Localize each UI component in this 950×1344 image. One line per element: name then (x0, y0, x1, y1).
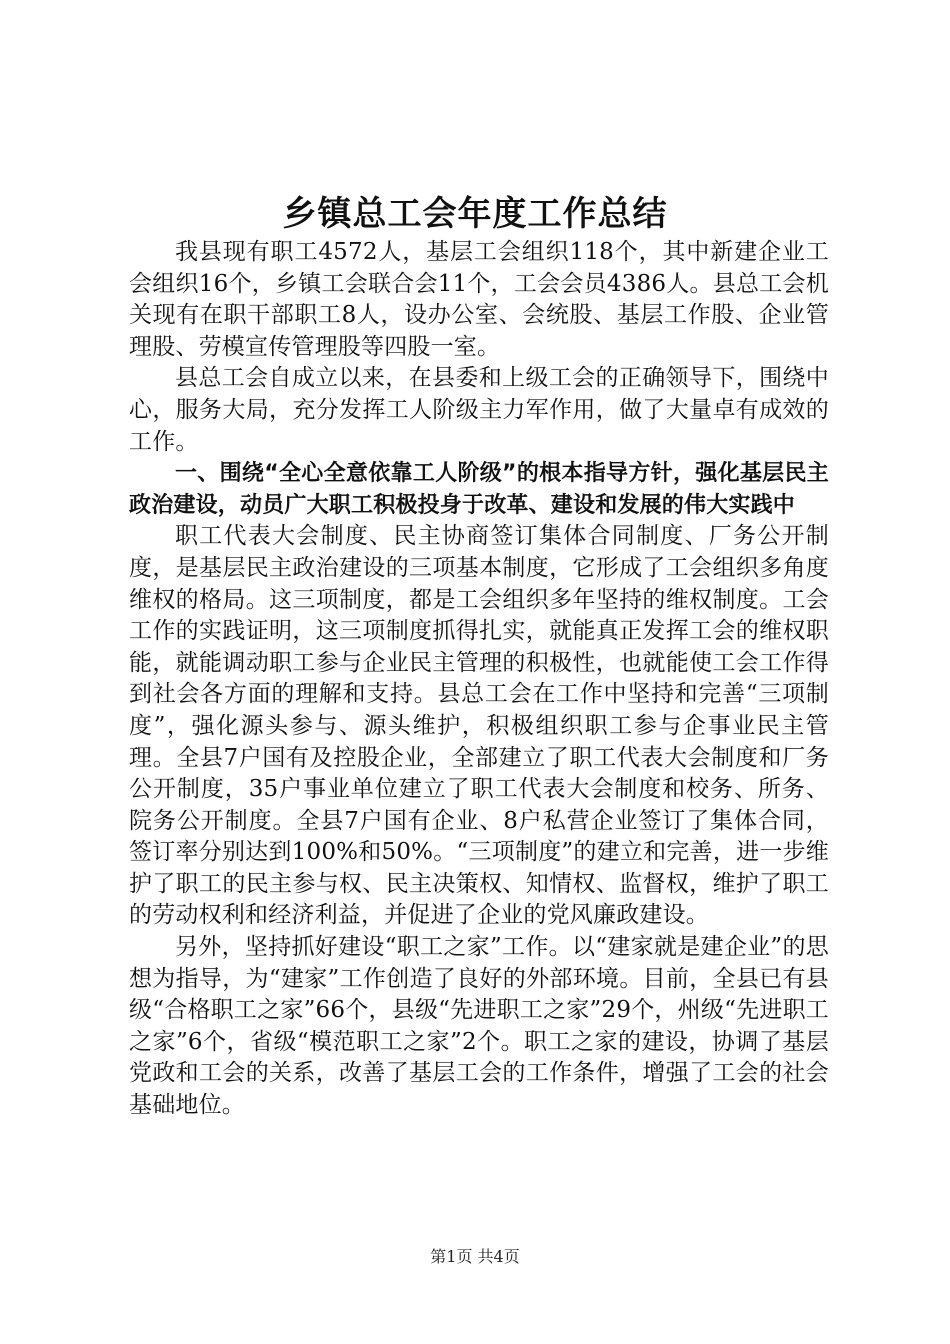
document-title: 乡镇总工会年度工作总结 (282, 194, 668, 234)
paragraph-overview: 县总工会自成立以来，在县委和上级工会的正确领导下，围绕中心，服务大局，充分发挥工人阶级主力军作用，做了大量卓有成效的工作。 (129, 365, 829, 455)
page-footer: 第1页 共4页 (430, 1247, 520, 1266)
section-heading-1: 一、围绕“全心全意依靠工人阶级”的根本指导方针，强化基层民主政治建设，动员广大职工积极投身于改革、建设和发展的伟大实践中 (129, 461, 829, 518)
paragraph-three-systems: 职工代表大会制度、民主协商签订集体合同制度、厂务公开制度，是基层民主政治建设的三项基本制度，它形成了工会组织多角度维权的格局。这三项制度，都是工会组织多年坚持的维权制度。工会工作的实践证明，这三项制度抓得扎实，就能真正发挥工会的维权职能，就能调动职工参与企业民主管理的积极性，也就能使工会工作得到社会各方面的理解和支持。县总工会在工作中坚持和完善“三项制度”，强化源头参与、源头维护，积极组织职工参与企事业民主管理。全县7户国有及控股企业，全部建立了职工代表大会制度和厂务公开制度，35户事业单位建立了职工代表大会制度和校务、所务、院务公开制度。全县7户国有企业、8户私营企业签订了集体合同，签订率分别达到100%和50%。“三项制度”的建立和完善，进一步维护了职工的民主参与权、民主决策权、知情权、监督权，维护了职工的劳动权利和经济利益，并促进了企业的党风廉政建设。 (129, 523, 829, 929)
document-body (129, 237, 829, 1122)
paragraph-intro: 我县现有职工4572人，基层工会组织118个，其中新建企业工会组织16个，乡镇工会联合会11个，工会会员4386人。县总工会机关现有在职干部职工8人，设办公室、会统股、基层工作股、企业管理股、劳模宣传管理股等四股一室。 (129, 239, 829, 360)
paragraph-workers-home: 另外，坚持抓好建设“职工之家”工作。以“建家就是建企业”的思想为指导，为“建家”工作创造了良好的外部环境。目前，全县已有县级“合格职工之家”66个，县级“先进职工之家”29个，州级“先进职工之家”6个，省级“模范职工之家”2个。职工之家的建设，协调了基层党政和工会的关系，改善了基层工会的工作条件，增强了工会的社会基础地位。 (129, 934, 829, 1119)
